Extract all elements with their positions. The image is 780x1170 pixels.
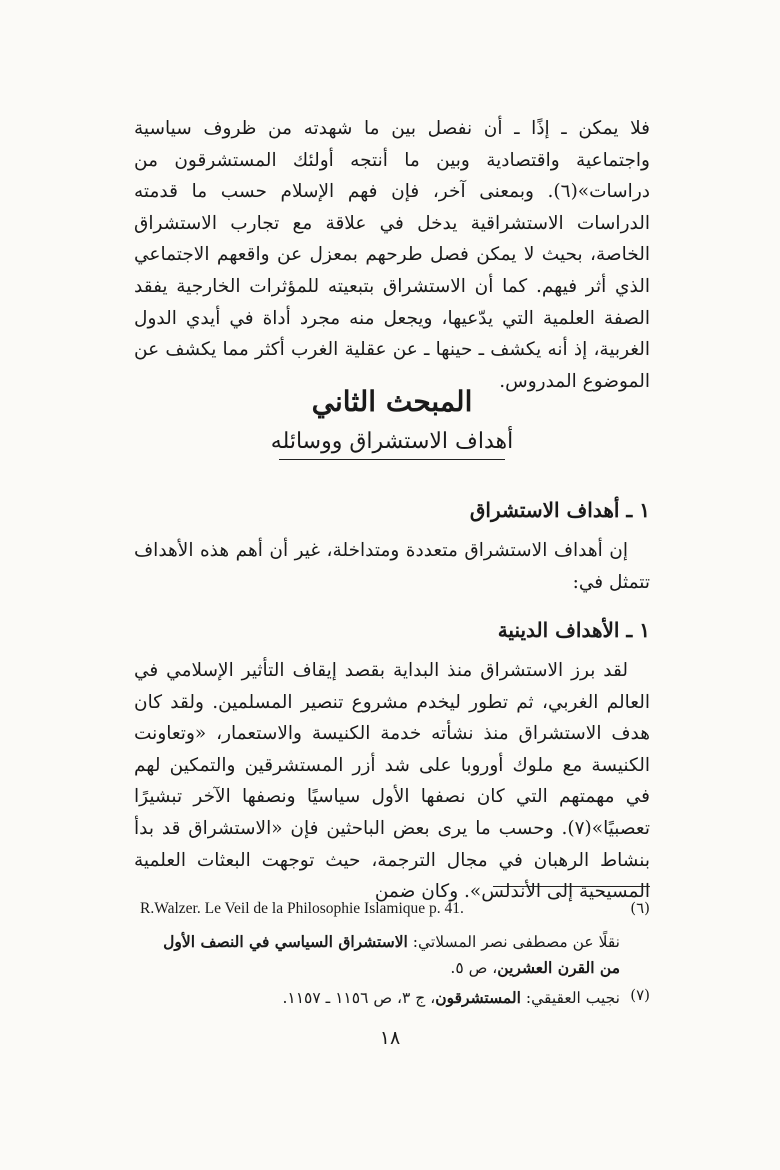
subsection-heading: ١ ـ الأهداف الدينية [497,618,650,642]
chapter-title: المبحث الثاني [311,385,473,418]
subsection-1 [134,615,650,908]
footnote-6-latin-text: R.Walzer. Le Veil de la Philosophie Islamique p. 41. [140,900,464,917]
intro-block [134,113,650,397]
section-1 [134,495,650,598]
subsection-paragraph: لقد برز الاستشراق منذ البداية بقصد إيقاف التأثير الإسلامي في العالم الغربي، ثم تطور ليخدم مشروع تنصير المسلمين. ولقد كان هدف الاستشراق منذ نشأته خدمة الكنيسة والاستعمار، «وتعاونت الكنيسة مع ملوك أوروبا على شد أزر المستشرقين والتمكين لهم في مهمتهم التي كان نصفها الأول سياسيًا ونصفها الآخر تبشيرًا تعصبيًا»(٧). وحسب ما يرى بعض الباحثين فإن «الاستشراق قد بدأ بنشاط الرهبان في مجال الترجمة، حيث توجهت البعثات العلمية المسيحية إلى الأندلس». وكان ضمن [134,660,650,903]
chapter-heading [134,382,650,457]
page-number: ١٨ [379,1027,401,1049]
chapter-subtitle: أهداف الاستشراق ووسائله [270,429,514,454]
footnote-7-prefix: نجيب العقيقي: [520,989,620,1007]
footnote-separator [493,886,650,887]
footnote-7-text [150,985,620,1011]
footnote-7-book-title: المستشرقون [435,988,521,1007]
footnote-7-suffix: ، ج ٣، ص ١١٥٦ ـ ١١٥٧. [282,989,436,1007]
footnote-6-number: (٦) [630,899,650,917]
footnote-6-arabic [150,929,620,981]
footnote-6-suffix: ، ص ٥. [450,959,498,977]
intro-paragraph: فلا يمكن ـ إذًا ـ أن نفصل بين ما شهدته من ظروف سياسية واجتماعية واقتصادية وبين ما أنتجه أولئك المستشرقون من دراسات»(٦). وبمعنى آخر، فإن فهم الإسلام حسب ما قدمته الدراسات الاستشراقية يدخل في علاقة مع تجارب الاستشراق الخاصة، بحيث لا يمكن فصل طرحهم بمعزل عن واقعهم الاجتماعي الذي أثر فيهم. كما أن الاستشراق بتبعيته للمؤثرات الخارجية يفقد الصفة العلمية التي يدّعيها، ويجعل منه مجرد أداة في أيدي الدول الغربية، إذ أنه يكشف ـ حينها ـ عن عقلية الغرب أكثر مما يكشف عن الموضوع المدروس. [134,118,650,392]
footnote-6-prefix: نقلًا عن مصطفى نصر المسلاتي: [407,933,620,951]
footnote-6-latin [140,900,464,918]
footnote-6-book-title: الاستشراق السياسي في النصف الأول من القرن العشرين [163,932,620,977]
section-heading: ١ ـ أهداف الاستشراق [469,498,650,522]
subtitle-underline [279,459,505,460]
footnote-7-number: (٧) [630,986,650,1004]
section-paragraph: إن أهداف الاستشراق متعددة ومتداخلة، غير أن أهم هذه الأهداف تتمثل في: [134,540,650,593]
